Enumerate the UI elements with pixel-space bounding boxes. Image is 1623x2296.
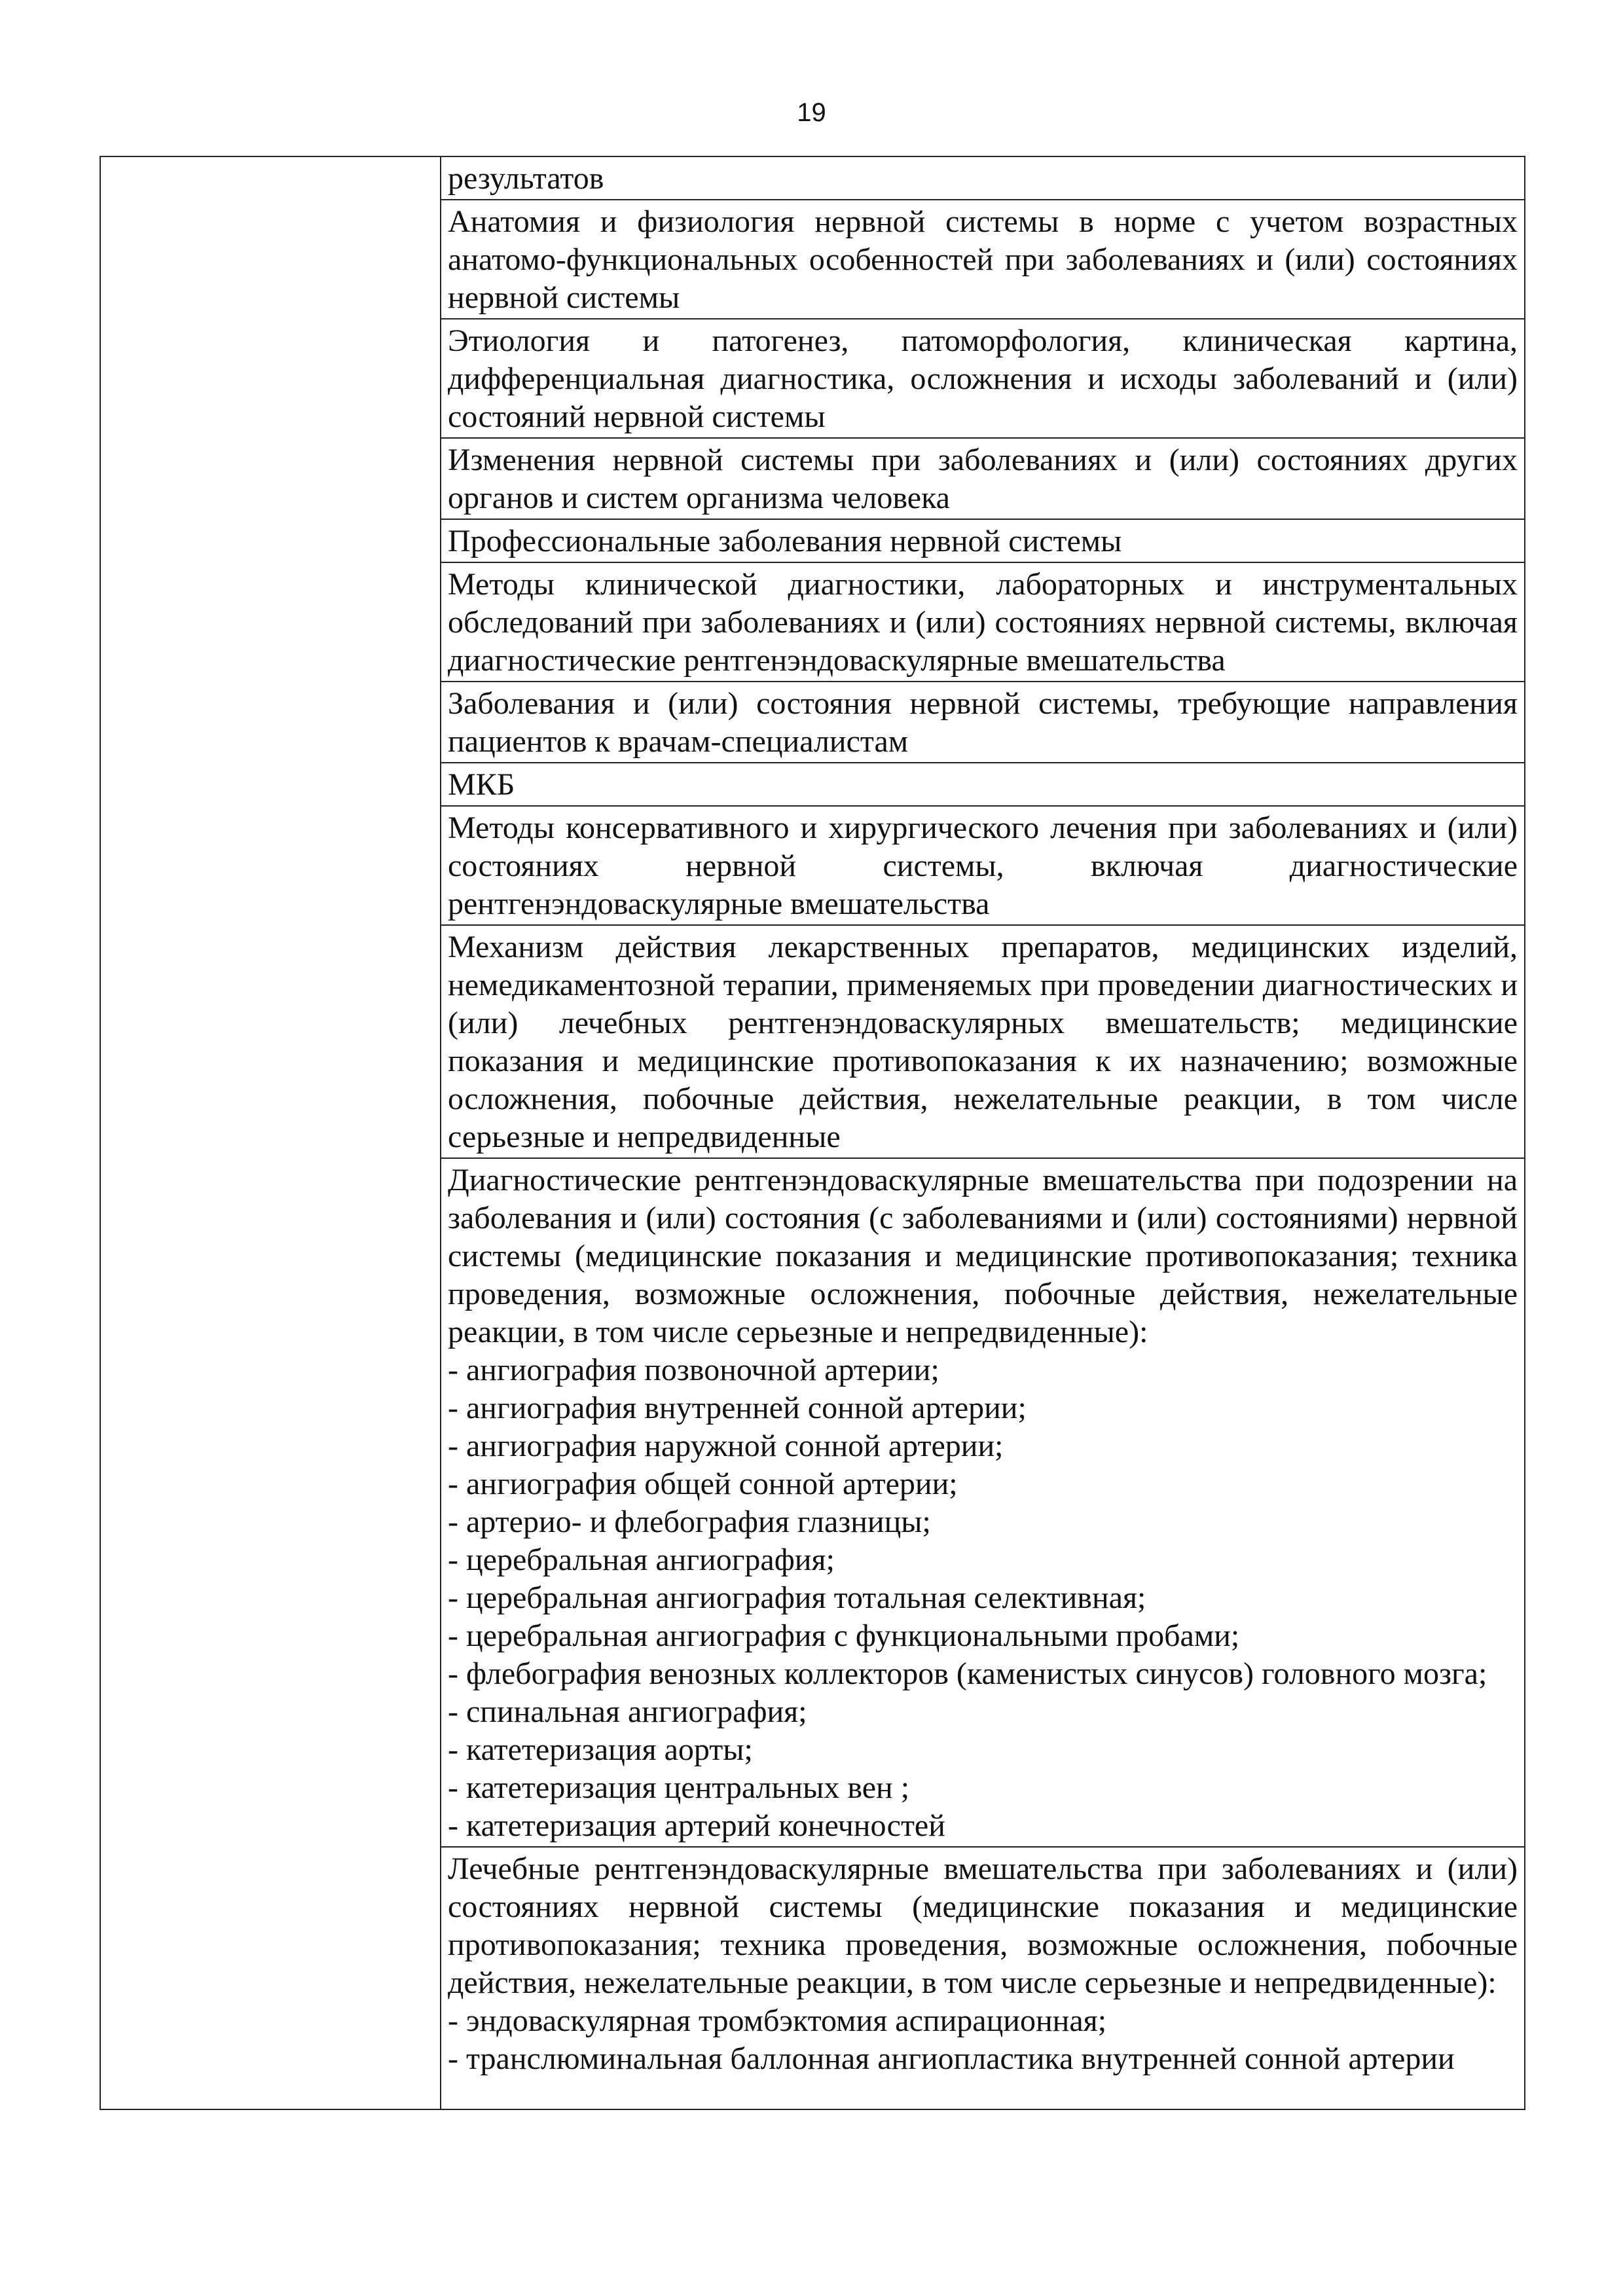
sub-item: - ангиография общей сонной артерии; [448,1467,958,1501]
list-item [441,563,1524,682]
sub-item: - артерио- и флебография глазницы; [448,1504,931,1539]
page-number: 19 [797,98,826,127]
content-table [100,156,1525,2110]
item-text: МКБ [448,767,515,802]
table-row [100,156,1525,2109]
sub-item: - церебральная ангиография тотальная селективная; [448,1580,1146,1615]
list-item [441,520,1524,563]
sub-item: - эндоваскулярная тромбэктомия аспирационная; [448,2003,1107,2038]
item-text: Анатомия и физиология нервной системы в норме с учетом возрастных анатомо-функциональных особенностей при заболеваниях и (или) состояниях нервной системы [448,204,1518,315]
requirements-cell [441,156,1525,2109]
list-item [441,682,1524,763]
item-text: результатов [448,161,604,196]
sub-item: - ангиография наружной сонной артерии; [448,1429,1004,1463]
item-text: Механизм действия лекарственных препаратов, медицинских изделий, немедикаментозной терапии, применяемых при проведении диагностических и (или) лечебных рентгенэндоваскулярных вмешательств; медицинские показания и медицинские противопоказания к их назначению; возможные осложнения, побочные действия, нежелательные реакции, в том числе серьезные и непредвиденные [448,930,1518,1154]
list-item [441,763,1524,807]
sub-item: - ангиография внутренней сонной артерии; [448,1391,1027,1425]
left-empty-cell [100,156,441,2109]
sub-item: - катетеризация аорты; [448,1732,753,1767]
sub-item: - флебография венозных коллекторов (каменистых синусов) головного мозга; [448,1656,1487,1691]
item-text: Диагностические рентгенэндоваскулярные вмешательства при подозрении на заболевания и (или) состояния (с заболеваниями и (или) состояниями) нервной системы (медицинские показания и медицинские противопоказания; техника проведения, возможные осложнения, побочные действия, нежелательные реакции, в том числе серьезные и непредвиденные): [448,1163,1518,1349]
item-text: Методы консервативного и хирургического лечения при заболеваниях и (или) состояниях нервной системы, включая диагностические рентгенэндоваскулярные вмешательства [448,811,1518,921]
list-item [441,200,1524,319]
item-text: Профессиональные заболевания нервной системы [448,524,1122,558]
sub-item: - церебральная ангиография с функциональными пробами; [448,1618,1240,1653]
list-item [441,439,1524,520]
sub-item: - катетеризация центральных вен ; [448,1770,910,1805]
item-text: Изменения нервной системы при заболеваниях и (или) состояниях других органов и систем организма человека [448,443,1518,515]
list-item [441,157,1524,200]
item-text: Методы клинической диагностики, лабораторных и инструментальных обследований при заболеваниях и (или) состояниях нервной системы, включая диагностические рентгенэндоваскулярные вмешательства [448,567,1518,678]
item-text: Заболевания и (или) состояния нервной системы, требующие направления пациентов к врачам-специалистам [448,686,1518,759]
list-item [441,319,1524,439]
sub-item: - катетеризация артерий конечностей [448,1808,945,1843]
sub-item: - транслюминальная баллонная ангиопластика внутренней сонной артерии [448,2041,1455,2076]
item-text: Этиология и патогенез, патоморфология, клиническая картина, дифференциальная диагностика, осложнения и исходы заболеваний и (или) состояний нервной системы [448,323,1518,434]
list-item [441,1159,1524,1848]
list-item [441,1848,1524,2079]
list-item [441,807,1524,926]
list-item [441,926,1524,1159]
sub-item: - спинальная ангиография; [448,1694,807,1729]
item-text: Лечебные рентгенэндоваскулярные вмешательства при заболеваниях и (или) состояниях нервной системы (медицинские показания и медицинские противопоказания; техника проведения, возможные осложнения, побочные действия, нежелательные реакции, в том числе серьезные и непредвиденные): [448,1851,1518,2000]
sub-item: - ангиография позвоночной артерии; [448,1353,939,1387]
sub-item: - церебральная ангиография; [448,1542,835,1577]
